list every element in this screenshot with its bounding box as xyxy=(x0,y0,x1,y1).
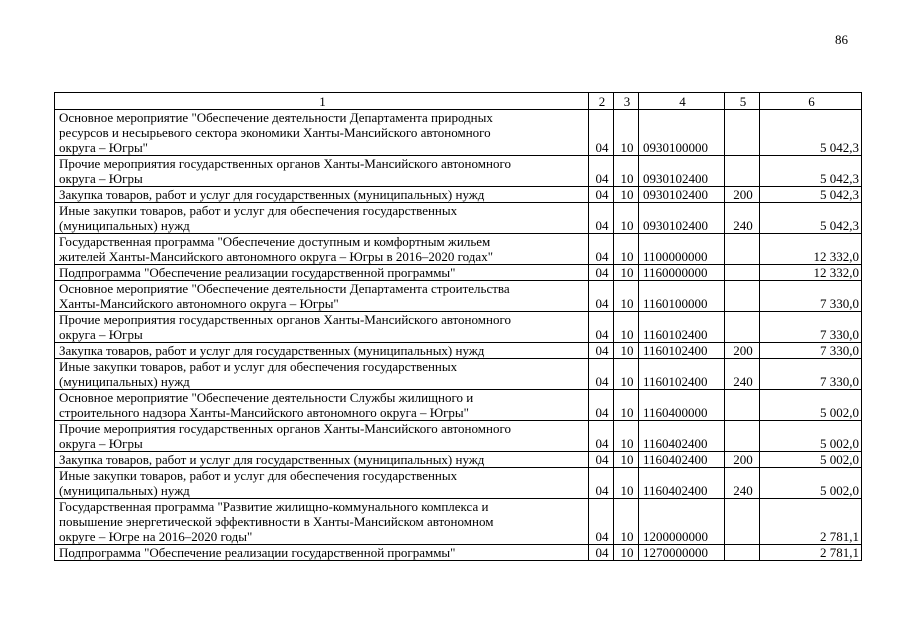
table-row xyxy=(55,359,862,390)
section-cell: 04 xyxy=(589,281,614,312)
target-article-cell: 1160402400 xyxy=(639,421,725,452)
subsection-cell: 10 xyxy=(614,312,639,343)
table-row xyxy=(55,156,862,187)
subsection-cell: 10 xyxy=(614,234,639,265)
target-article-cell: 1200000000 xyxy=(639,499,725,545)
subsection-cell: 10 xyxy=(614,156,639,187)
section-cell: 04 xyxy=(589,499,614,545)
table-row xyxy=(55,312,862,343)
expense-type-cell xyxy=(725,545,760,561)
row-name-line: округа – Югры" xyxy=(59,140,148,155)
subsection-cell: 10 xyxy=(614,359,639,390)
table-row xyxy=(55,390,862,421)
amount-cell: 5 002,0 xyxy=(760,390,862,421)
row-name-line: Закупка товаров, работ и услуг для государственных (муниципальных) нужд xyxy=(59,452,485,467)
row-name-cell xyxy=(55,390,589,421)
expense-type-cell xyxy=(725,499,760,545)
section-cell: 04 xyxy=(589,234,614,265)
row-name-cell xyxy=(55,281,589,312)
table-row xyxy=(55,110,862,156)
budget-table xyxy=(54,92,862,561)
target-article-cell: 0930102400 xyxy=(639,156,725,187)
target-article-cell: 1270000000 xyxy=(639,545,725,561)
table-row xyxy=(55,281,862,312)
row-name-line: ресурсов и несырьевого сектора экономики Ханты-Мансийского автономного xyxy=(59,125,491,140)
row-name-line: Закупка товаров, работ и услуг для государственных (муниципальных) нужд xyxy=(59,343,485,358)
section-cell: 04 xyxy=(589,468,614,499)
row-name-line: (муниципальных) нужд xyxy=(59,374,190,389)
table-row xyxy=(55,265,862,281)
subsection-cell: 10 xyxy=(614,110,639,156)
row-name-cell xyxy=(55,545,589,561)
subsection-cell: 10 xyxy=(614,187,639,203)
page-number: 86 xyxy=(835,32,848,47)
row-name-line: Прочие мероприятия государственных органов Ханты-Мансийского автономного xyxy=(59,312,511,327)
row-name-line: жителей Ханты-Мансийского автономного округа – Югры в 2016–2020 годах" xyxy=(59,249,494,264)
column-header-2: 2 xyxy=(589,93,614,110)
row-name-cell xyxy=(55,421,589,452)
section-cell: 04 xyxy=(589,110,614,156)
expense-type-cell xyxy=(725,156,760,187)
column-header-3: 3 xyxy=(614,93,639,110)
amount-cell: 12 332,0 xyxy=(760,265,862,281)
table-row xyxy=(55,203,862,234)
row-name-cell xyxy=(55,203,589,234)
row-name-cell xyxy=(55,265,589,281)
row-name-cell xyxy=(55,468,589,499)
section-cell: 04 xyxy=(589,421,614,452)
table-row xyxy=(55,499,862,545)
section-cell: 04 xyxy=(589,187,614,203)
expense-type-cell: 240 xyxy=(725,359,760,390)
subsection-cell: 10 xyxy=(614,203,639,234)
target-article-cell: 1160102400 xyxy=(639,343,725,359)
target-article-cell: 0930100000 xyxy=(639,110,725,156)
row-name-line: округа – Югры xyxy=(59,436,143,451)
row-name-line: повышение энергетической эффективности в Ханты-Мансийском автономном xyxy=(59,514,494,529)
column-header-5: 5 xyxy=(725,93,760,110)
row-name-line: Прочие мероприятия государственных органов Ханты-Мансийского автономного xyxy=(59,421,511,436)
row-name-line: Ханты-Мансийского автономного округа – Югры" xyxy=(59,296,339,311)
target-article-cell: 1100000000 xyxy=(639,234,725,265)
expense-type-cell xyxy=(725,312,760,343)
subsection-cell: 10 xyxy=(614,499,639,545)
target-article-cell: 1160400000 xyxy=(639,390,725,421)
expense-type-cell xyxy=(725,234,760,265)
section-cell: 04 xyxy=(589,343,614,359)
section-cell: 04 xyxy=(589,265,614,281)
target-article-cell: 1160102400 xyxy=(639,359,725,390)
amount-cell: 5 042,3 xyxy=(760,187,862,203)
section-cell: 04 xyxy=(589,390,614,421)
expense-type-cell: 200 xyxy=(725,187,760,203)
amount-cell: 5 042,3 xyxy=(760,110,862,156)
column-header-1: 1 xyxy=(55,93,589,110)
header-row xyxy=(55,93,862,110)
amount-cell: 2 781,1 xyxy=(760,499,862,545)
table-row xyxy=(55,343,862,359)
amount-cell: 2 781,1 xyxy=(760,545,862,561)
subsection-cell: 10 xyxy=(614,545,639,561)
expense-type-cell: 240 xyxy=(725,468,760,499)
column-header-6: 6 xyxy=(760,93,862,110)
row-name-line: Закупка товаров, работ и услуг для государственных (муниципальных) нужд xyxy=(59,187,485,202)
target-article-cell: 0930102400 xyxy=(639,203,725,234)
row-name-line: Прочие мероприятия государственных органов Ханты-Мансийского автономного xyxy=(59,156,511,171)
amount-cell: 5 002,0 xyxy=(760,468,862,499)
amount-cell: 5 042,3 xyxy=(760,156,862,187)
row-name-line: округа – Югры xyxy=(59,327,143,342)
row-name-cell xyxy=(55,452,589,468)
row-name-cell xyxy=(55,499,589,545)
row-name-line: Основное мероприятие "Обеспечение деятельности Департамента строительства xyxy=(59,281,510,296)
subsection-cell: 10 xyxy=(614,390,639,421)
expense-type-cell xyxy=(725,421,760,452)
subsection-cell: 10 xyxy=(614,452,639,468)
row-name-cell xyxy=(55,110,589,156)
amount-cell: 5 002,0 xyxy=(760,452,862,468)
section-cell: 04 xyxy=(589,312,614,343)
target-article-cell: 1160102400 xyxy=(639,312,725,343)
row-name-line: Основное мероприятие "Обеспечение деятельности Службы жилищного и xyxy=(59,390,474,405)
amount-cell: 5 042,3 xyxy=(760,203,862,234)
row-name-line: Государственная программа "Развитие жилищно-коммунального комплекса и xyxy=(59,499,489,514)
expense-type-cell xyxy=(725,265,760,281)
amount-cell: 12 332,0 xyxy=(760,234,862,265)
row-name-line: (муниципальных) нужд xyxy=(59,218,190,233)
subsection-cell: 10 xyxy=(614,468,639,499)
row-name-line: Иные закупки товаров, работ и услуг для обеспечения государственных xyxy=(59,203,458,218)
amount-cell: 7 330,0 xyxy=(760,343,862,359)
table-row xyxy=(55,452,862,468)
subsection-cell: 10 xyxy=(614,265,639,281)
subsection-cell: 10 xyxy=(614,343,639,359)
target-article-cell: 1160402400 xyxy=(639,452,725,468)
expense-type-cell xyxy=(725,281,760,312)
row-name-cell xyxy=(55,312,589,343)
target-article-cell: 1160100000 xyxy=(639,281,725,312)
row-name-cell xyxy=(55,156,589,187)
row-name-line: Иные закупки товаров, работ и услуг для обеспечения государственных xyxy=(59,359,458,374)
row-name-line: округа – Югры xyxy=(59,171,143,186)
section-cell: 04 xyxy=(589,359,614,390)
section-cell: 04 xyxy=(589,545,614,561)
row-name-line: Иные закупки товаров, работ и услуг для обеспечения государственных xyxy=(59,468,458,483)
row-name-line: строительного надзора Ханты-Мансийского автономного округа – Югры" xyxy=(59,405,469,420)
table-row xyxy=(55,421,862,452)
expense-type-cell xyxy=(725,110,760,156)
expense-type-cell xyxy=(725,390,760,421)
column-header-4: 4 xyxy=(639,93,725,110)
row-name-line: Подпрограмма "Обеспечение реализации государственной программы" xyxy=(59,265,456,280)
section-cell: 04 xyxy=(589,452,614,468)
subsection-cell: 10 xyxy=(614,281,639,312)
expense-type-cell: 240 xyxy=(725,203,760,234)
row-name-line: округе – Югре на 2016–2020 годы" xyxy=(59,529,253,544)
expense-type-cell: 200 xyxy=(725,452,760,468)
target-article-cell: 1160000000 xyxy=(639,265,725,281)
amount-cell: 7 330,0 xyxy=(760,359,862,390)
row-name-cell xyxy=(55,343,589,359)
amount-cell: 7 330,0 xyxy=(760,312,862,343)
row-name-line: (муниципальных) нужд xyxy=(59,483,190,498)
section-cell: 04 xyxy=(589,203,614,234)
row-name-line: Государственная программа "Обеспечение доступным и комфортным жильем xyxy=(59,234,491,249)
subsection-cell: 10 xyxy=(614,421,639,452)
row-name-line: Основное мероприятие "Обеспечение деятельности Департамента природных xyxy=(59,110,493,125)
amount-cell: 7 330,0 xyxy=(760,281,862,312)
table-row xyxy=(55,187,862,203)
target-article-cell: 1160402400 xyxy=(639,468,725,499)
row-name-cell xyxy=(55,359,589,390)
table-row xyxy=(55,545,862,561)
section-cell: 04 xyxy=(589,156,614,187)
row-name-line: Подпрограмма "Обеспечение реализации государственной программы" xyxy=(59,545,456,560)
table-row xyxy=(55,468,862,499)
amount-cell: 5 002,0 xyxy=(760,421,862,452)
table-row xyxy=(55,234,862,265)
row-name-cell xyxy=(55,234,589,265)
row-name-cell xyxy=(55,187,589,203)
expense-type-cell: 200 xyxy=(725,343,760,359)
target-article-cell: 0930102400 xyxy=(639,187,725,203)
